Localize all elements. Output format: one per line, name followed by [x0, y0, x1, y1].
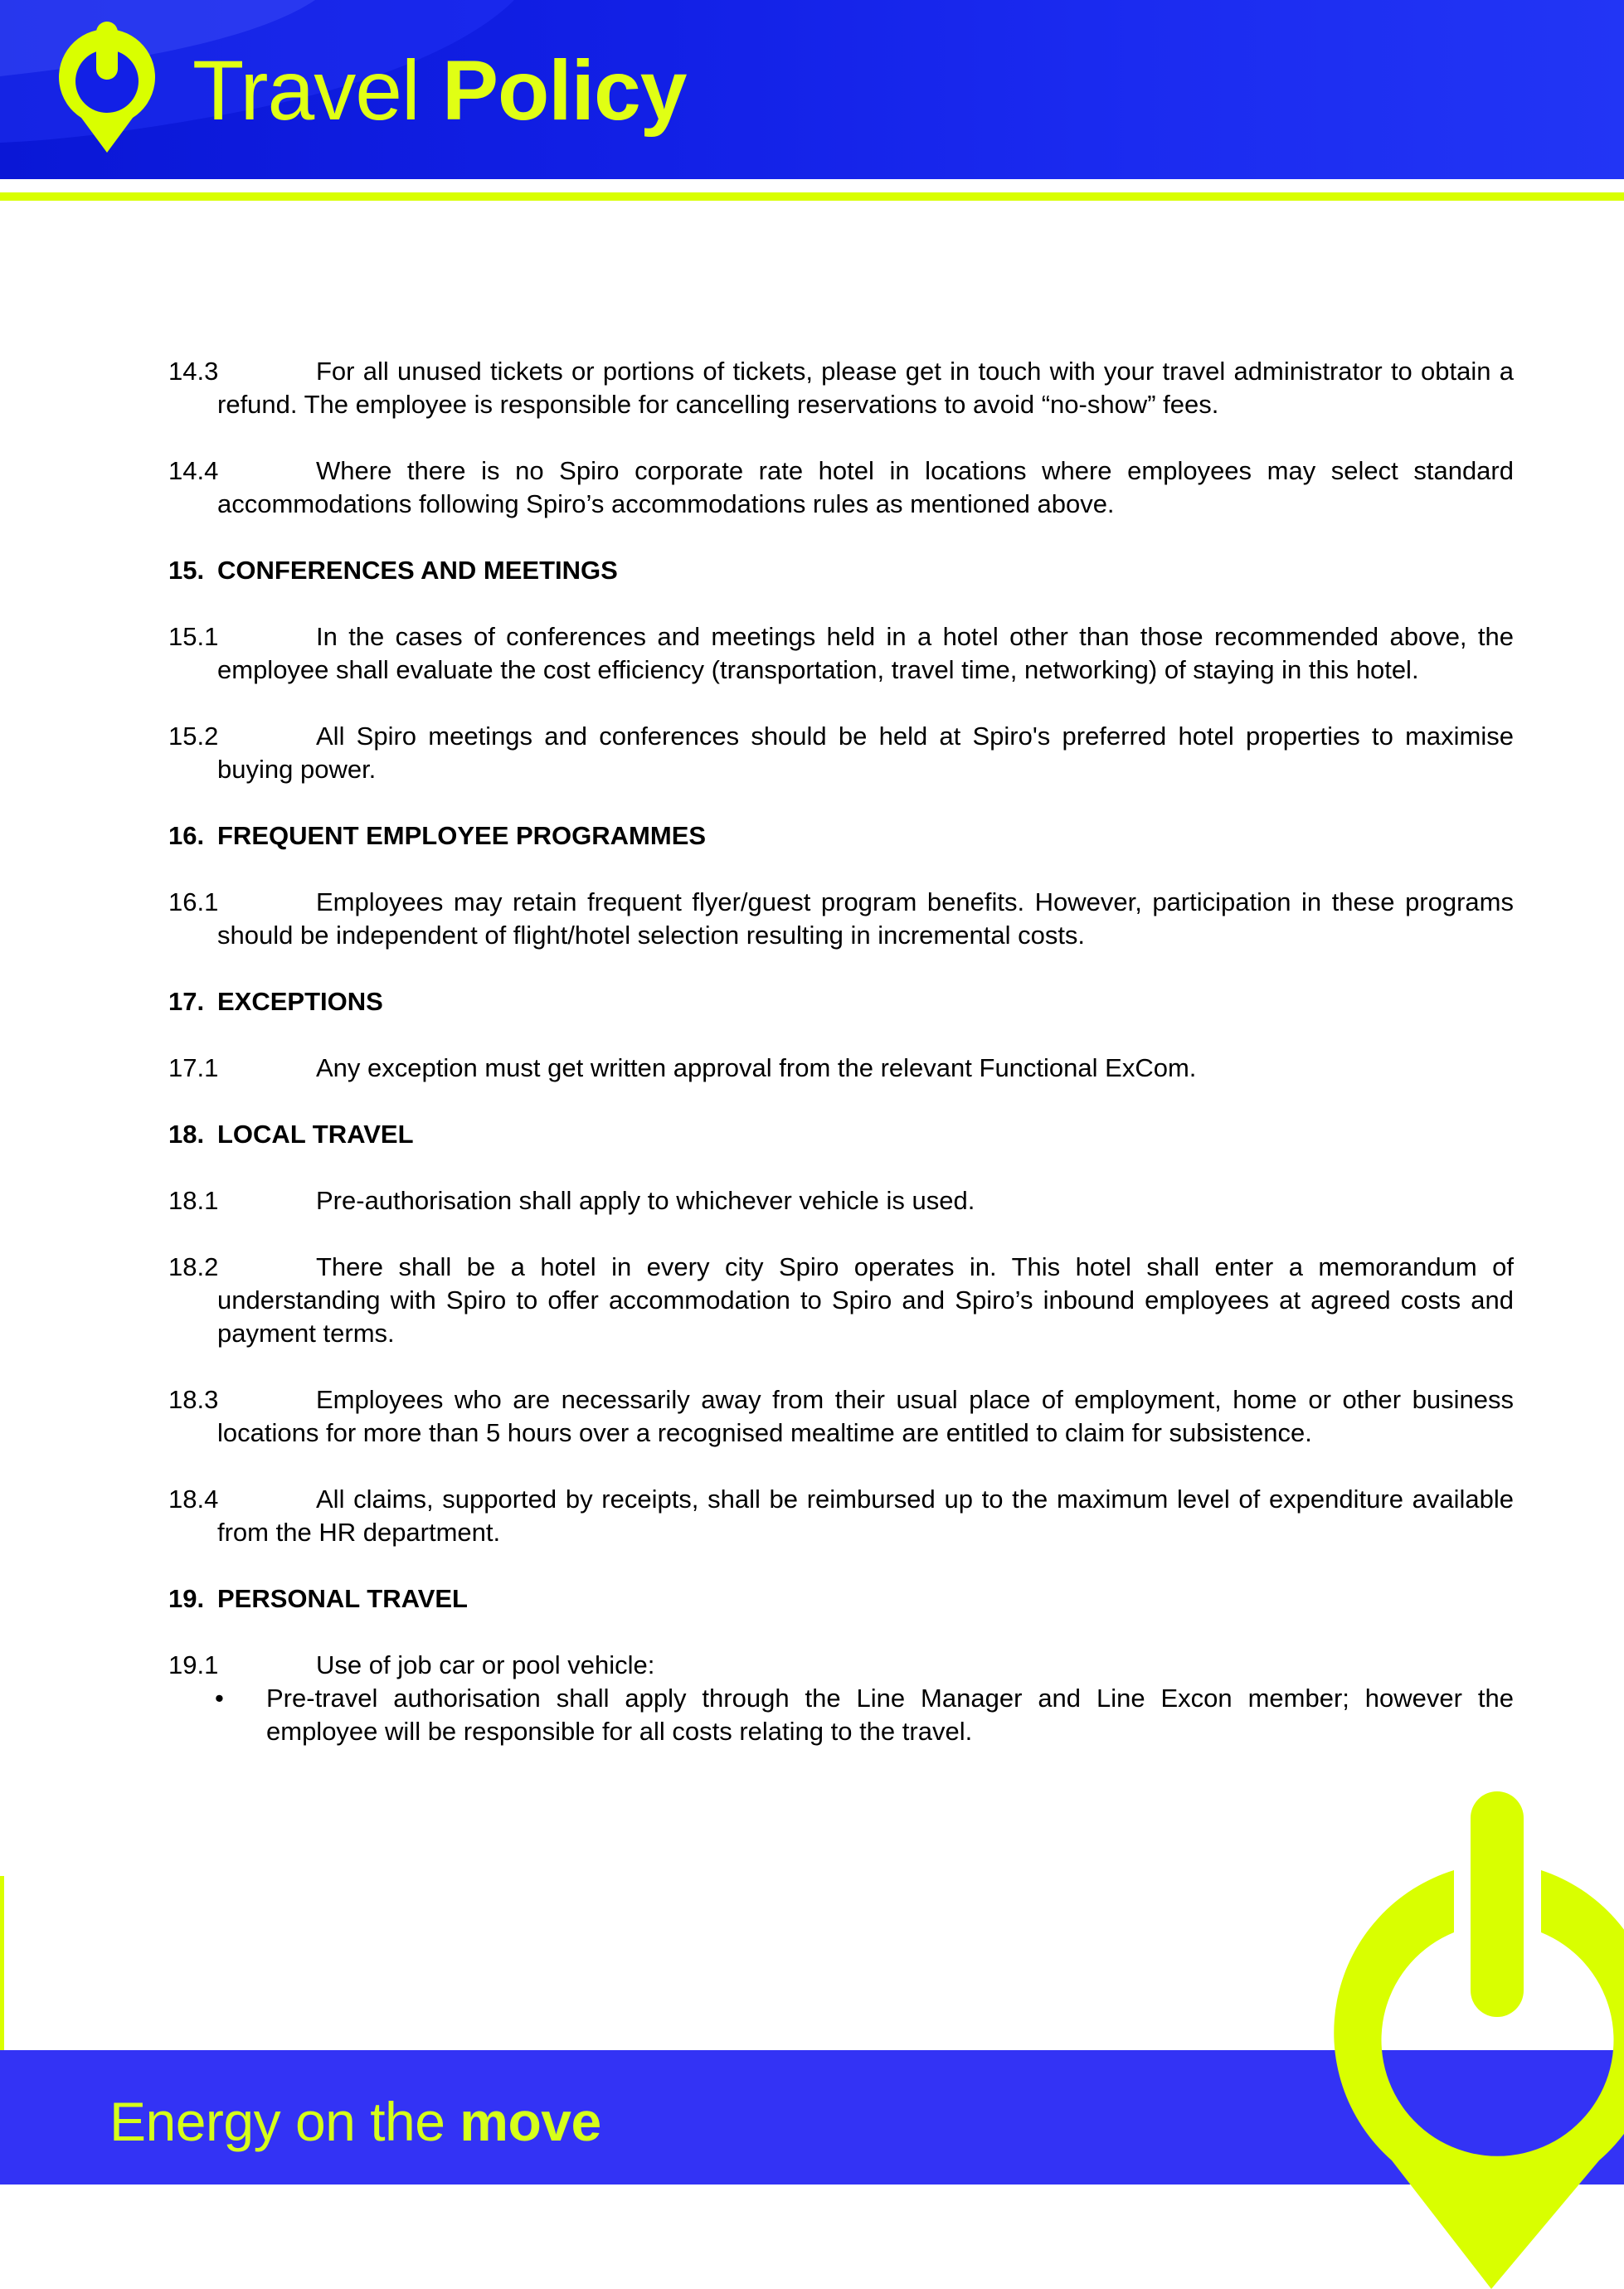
clause-number: 18.1 [168, 1186, 219, 1215]
clause-14-3 [168, 355, 1514, 421]
clause-text: There shall be a hotel in every city Spiro operates in. This hotel shall enter a memorandum of understanding with Spiro to offer accommodation to Spiro and Spiro’s inbound employees at agreed costs and payment terms. [217, 1252, 1514, 1348]
section-number: 17. [168, 987, 205, 1016]
page-title [192, 40, 686, 141]
clause-text: Employees may retain frequent flyer/guest program benefits. However, participation in these programs should be independent of flight/hotel selection resulting in incremental costs. [217, 887, 1514, 950]
clause-text: Where there is no Spiro corporate rate hotel in locations where employees may select standard accommodations following Spiro’s accommodations rules as mentioned above. [217, 456, 1514, 518]
section-title: EXCEPTIONS [217, 987, 383, 1016]
section-heading-15 [168, 554, 1514, 587]
clause-number: 18.4 [168, 1485, 219, 1514]
clause-14-4 [168, 454, 1514, 521]
clause-number: 16.1 [168, 887, 219, 916]
bullet-dot-icon: • [215, 1684, 224, 1713]
clause-number: 18.3 [168, 1385, 219, 1414]
page-header [0, 0, 1624, 179]
footer-tagline [109, 2088, 601, 2155]
section-number: 18. [168, 1120, 205, 1149]
clause-text: Employees who are necessarily away from their usual place of employment, home or other business locations for more than 5 hours over a recognised mealtime are entitled to claim for subsistence. [217, 1385, 1514, 1447]
clause-number: 14.4 [168, 456, 219, 485]
section-heading-19 [168, 1582, 1514, 1616]
section-number: 15. [168, 556, 205, 585]
section-number: 16. [168, 821, 205, 850]
clause-text: Pre-authorisation shall apply to whichever vehicle is used. [316, 1186, 975, 1215]
section-heading-18 [168, 1118, 1514, 1151]
clause-18-2 [168, 1251, 1514, 1350]
clause-18-4 [168, 1483, 1514, 1549]
clause-18-3 [168, 1383, 1514, 1450]
clause-19-1 [168, 1649, 1514, 1682]
clause-number: 18.2 [168, 1252, 219, 1281]
clause-text: Use of job car or pool vehicle: [316, 1650, 655, 1679]
section-title: PERSONAL TRAVEL [217, 1584, 468, 1613]
section-title: FREQUENT EMPLOYEE PROGRAMMES [217, 821, 707, 850]
clause-15-2 [168, 720, 1514, 786]
clause-number: 14.3 [168, 357, 219, 386]
clause-number: 15.2 [168, 722, 219, 751]
power-pin-icon [1301, 1791, 1624, 2289]
document-body [168, 355, 1514, 1748]
section-title: CONFERENCES AND MEETINGS [217, 556, 618, 585]
clause-text: For all unused tickets or portions of tickets, please get in touch with your travel administrator to obtain a refund. The employee is responsible for cancelling reservations to avoid “no-show” fees. [217, 357, 1514, 419]
section-title: LOCAL TRAVEL [217, 1120, 414, 1149]
clause-text: All claims, supported by receipts, shall be reimbursed up to the maximum level of expenditure available from the HR department. [217, 1485, 1514, 1547]
clause-number: 15.1 [168, 622, 219, 651]
section-heading-16 [168, 819, 1514, 853]
clause-text: In the cases of conferences and meetings held in a hotel other than those recommended above, the employee shall evaluate the cost efficiency (transportation, travel time, networking) of staying in this hotel. [217, 622, 1514, 684]
section-number: 19. [168, 1584, 205, 1613]
tagline-bold: move [459, 2091, 601, 2152]
section-heading-17 [168, 985, 1514, 1018]
clause-17-1 [168, 1052, 1514, 1085]
clause-16-1 [168, 886, 1514, 952]
clause-18-1 [168, 1184, 1514, 1217]
bullet-text: Pre-travel authorisation shall apply through the Line Manager and Line Excon member; however the employee will be responsible for all costs relating to the travel. [266, 1684, 1514, 1746]
title-regular: Travel [192, 43, 420, 138]
clause-text: Any exception must get written approval from the relevant Functional ExCom. [316, 1053, 1197, 1082]
bullet-item [168, 1682, 1514, 1748]
clause-15-1 [168, 620, 1514, 687]
clause-number: 19.1 [168, 1650, 219, 1679]
header-accent-line [0, 192, 1624, 201]
clause-number: 17.1 [168, 1053, 219, 1082]
power-pin-icon [53, 20, 161, 158]
title-bold: Policy [441, 43, 687, 138]
clause-text: All Spiro meetings and conferences should be held at Spiro's preferred hotel properties to maximise buying power. [217, 722, 1514, 784]
tagline-regular: Energy on the [109, 2091, 445, 2152]
